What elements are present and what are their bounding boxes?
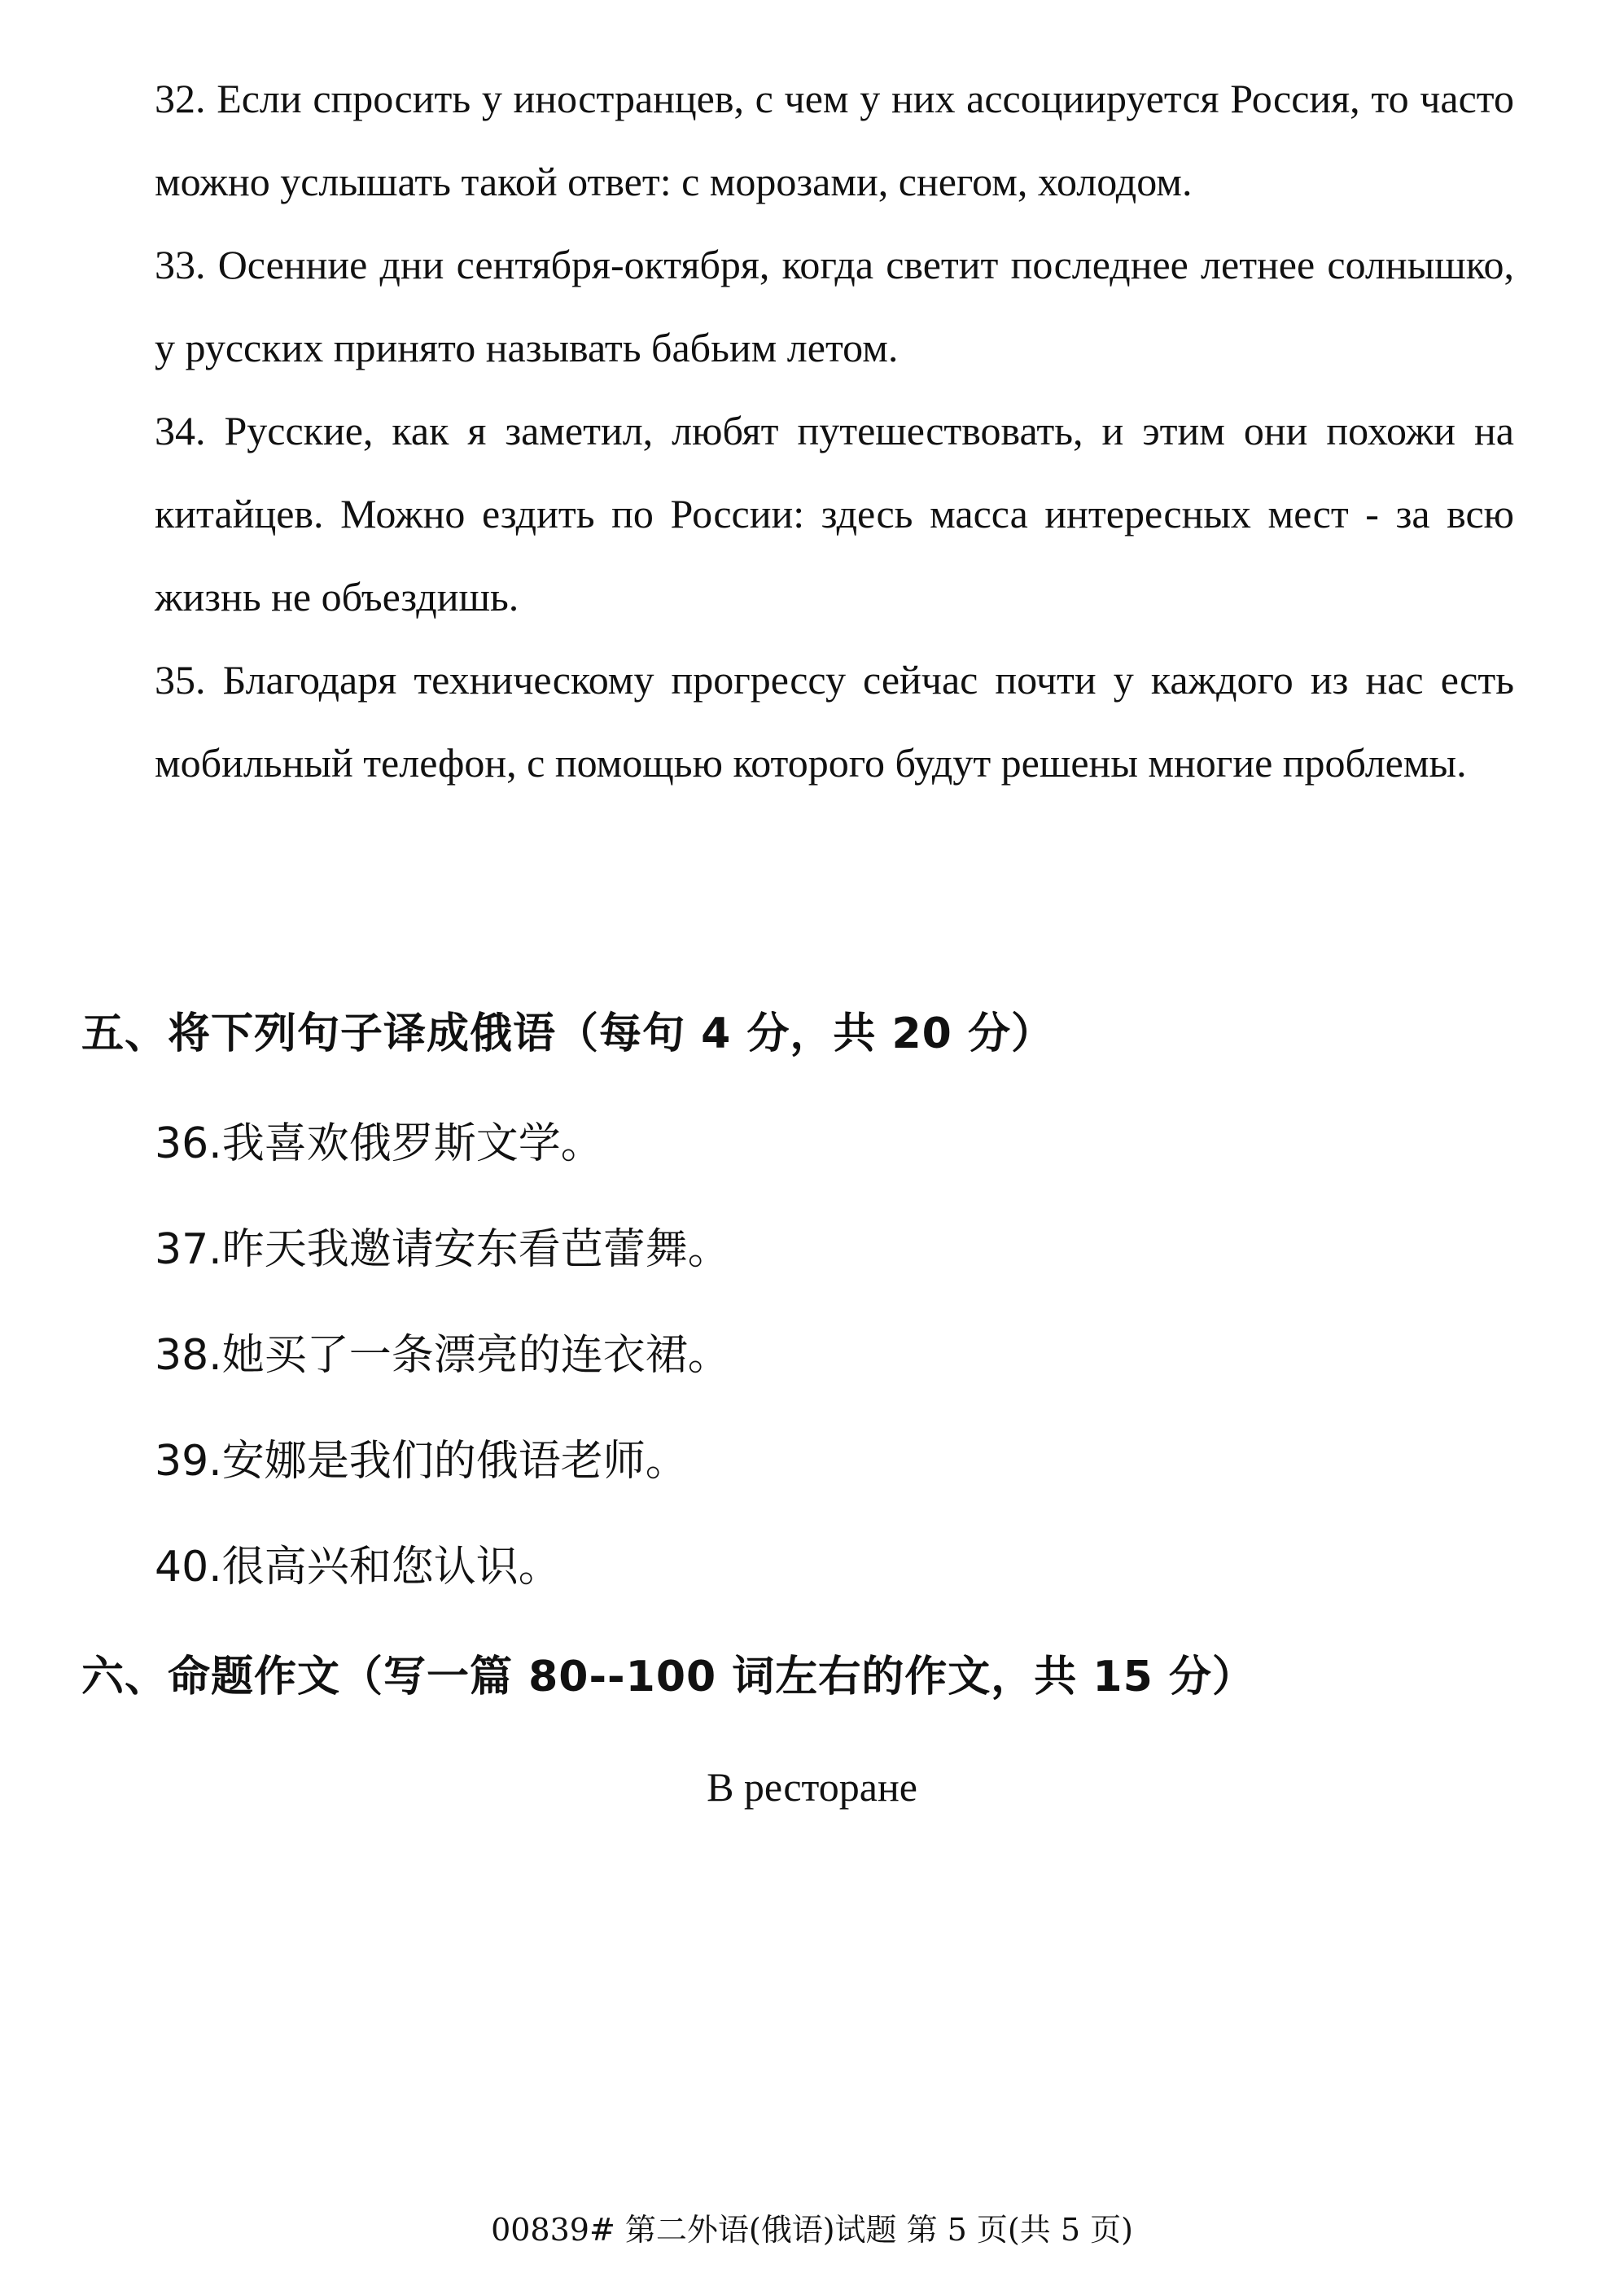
russian-sentence-34: 34. Русские, как я заметил, любят путешествовать, и этим они похожи на китайцев. Можно ездить по России: здесь масса интересных мест - за всю жизнь не объездишь. — [155, 408, 1514, 620]
section-5-heading: 五、将下列句子译成俄语（每句 4 分，共 20 分） — [81, 1009, 1054, 1058]
russian-sentence-32: 32. Если спросить у иностранцев, с чем у них ассоциируется Россия, то часто можно услышать такой ответ: с морозами, снегом, холодом. — [155, 76, 1514, 204]
chinese-sentence-38: 38.她买了一条漂亮的连衣裙。 — [155, 1331, 730, 1380]
russian-sentence-33: 33. Осенние дни сентября-октября, когда светит последнее летнее солнышко, у русских принято называть бабьим летом. — [155, 242, 1514, 370]
essay-title: В ресторане — [707, 1764, 917, 1810]
chinese-sentence-40: 40.很高兴和您认识。 — [155, 1543, 561, 1592]
russian-sentence-35: 35. Благодаря техническому прогрессу сейчас почти у каждого из нас есть мобильный телефон, с помощью которого будут решены многие проблемы. — [155, 657, 1514, 786]
section-6-heading: 六、命题作文（写一篇 80--100 词左右的作文，共 15 分） — [81, 1653, 1255, 1701]
chinese-sentence-36: 36.我喜欢俄罗斯文学。 — [155, 1119, 603, 1168]
page-footer: 00839# 第二外语(俄语)试题 第 5 页(共 5 页) — [491, 2212, 1133, 2248]
chinese-sentence-39: 39.安娜是我们的俄语老师。 — [155, 1437, 688, 1486]
russian-sentences-list — [155, 57, 1514, 804]
chinese-sentence-37: 37.昨天我邀请安东看芭蕾舞。 — [155, 1225, 730, 1274]
